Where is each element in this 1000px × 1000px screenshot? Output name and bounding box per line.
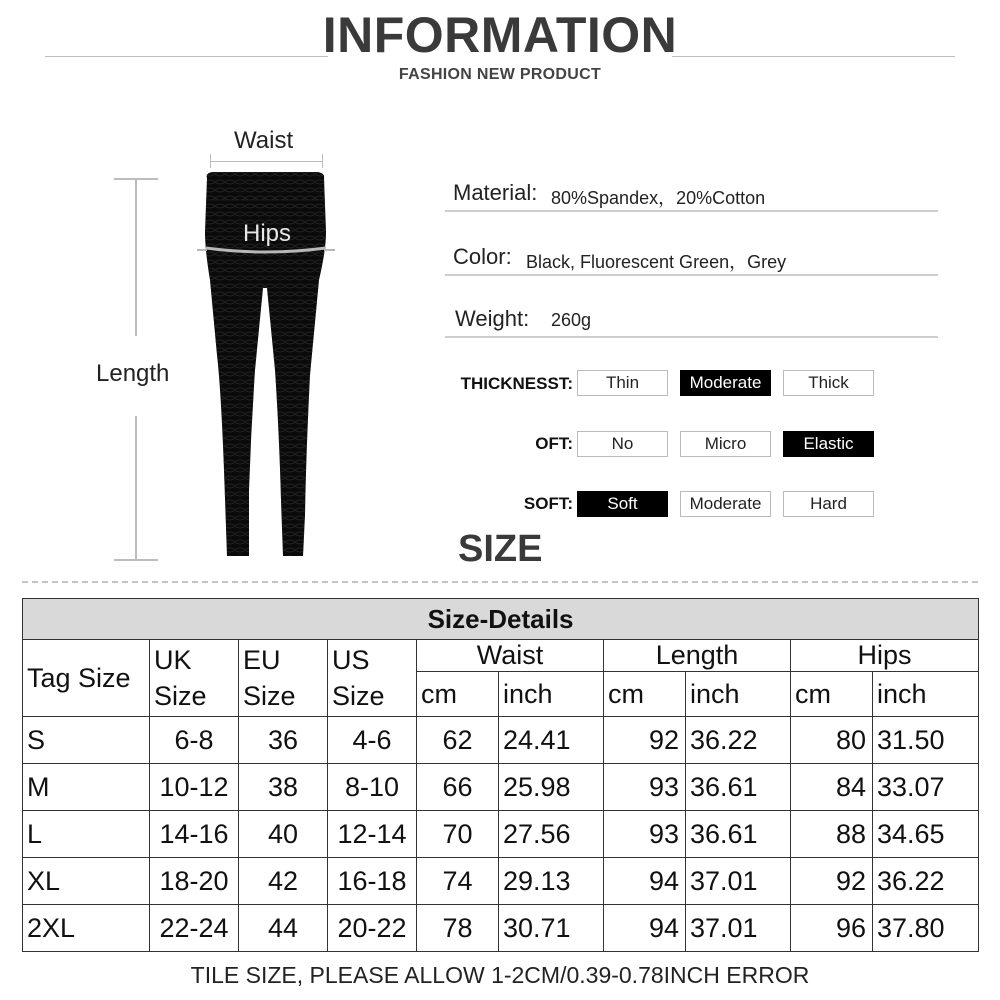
col-header-eu-size: EU Size (239, 640, 328, 717)
thickness-label: THICKNESST: (460, 374, 573, 393)
weight-key: Weight: (455, 306, 530, 331)
col-header-length: Length (604, 640, 791, 672)
unit-waist-inch: inch (499, 672, 604, 717)
cell-tag-size: S (23, 717, 150, 764)
cell-eu-size: 38 (239, 764, 328, 811)
cell-waist-cm: 74 (417, 858, 499, 905)
thickness-option-thin: Thin (577, 370, 668, 396)
cell-waist-cm: 70 (417, 811, 499, 858)
unit-hips-inch: inch (873, 672, 979, 717)
color-key: Color: (453, 244, 512, 269)
cell-eu-size: 40 (239, 811, 328, 858)
cell-waist-inch: 27.56 (499, 811, 604, 858)
size-error-note: TILE SIZE, PLEASE ALLOW 1-2CM/0.39-0.78INCH ERROR (190, 962, 810, 988)
col-header-uk-size: UK Size (150, 640, 239, 717)
cell-waist-inch: 29.13 (499, 858, 604, 905)
cell-waist-cm: 66 (417, 764, 499, 811)
page-title: INFORMATION (322, 7, 678, 63)
material-value: 80%Spandex，20%Cotton (551, 188, 766, 208)
length-measure-bottom-tick (114, 559, 158, 561)
hips-label: Hips (243, 220, 292, 247)
cell-waist-inch: 25.98 (499, 764, 604, 811)
cell-length-inch: 36.61 (686, 811, 791, 858)
length-measure-line-lower (135, 416, 137, 559)
cell-hips-inch: 36.22 (873, 858, 979, 905)
col-header-hips: Hips (791, 640, 979, 672)
cell-uk-size: 14-16 (150, 811, 239, 858)
cell-hips-cm: 92 (791, 858, 873, 905)
cell-eu-size: 42 (239, 858, 328, 905)
waist-measure-line (211, 161, 322, 162)
table-row (23, 717, 979, 764)
cell-waist-cm: 62 (417, 717, 499, 764)
material-key: Material: (453, 180, 538, 205)
cell-us-size: 4-6 (328, 717, 417, 764)
cell-hips-cm: 96 (791, 905, 873, 952)
oft-label: OFT: (535, 434, 573, 453)
cell-waist-inch: 30.71 (499, 905, 604, 952)
cell-uk-size: 18-20 (150, 858, 239, 905)
cell-length-cm: 93 (604, 764, 686, 811)
cell-tag-size: L (23, 811, 150, 858)
thickness-option-moderate: Moderate (680, 370, 771, 396)
cell-tag-size: M (23, 764, 150, 811)
unit-hips-cm: cm (791, 672, 873, 717)
cell-length-cm: 94 (604, 858, 686, 905)
size-heading: SIZE (458, 528, 543, 570)
cell-length-inch: 37.01 (686, 905, 791, 952)
soft-option-soft: Soft (577, 491, 668, 517)
size-table (22, 598, 979, 952)
info-color-row (445, 244, 938, 276)
cell-tag-size: XL (23, 858, 150, 905)
unit-waist-cm: cm (417, 672, 499, 717)
waist-measure-tick-right (322, 154, 323, 168)
cell-length-cm: 94 (604, 905, 686, 952)
info-weight-row (445, 306, 938, 338)
oft-option-elastic: Elastic (783, 431, 874, 457)
cell-us-size: 20-22 (328, 905, 417, 952)
cell-uk-size: 22-24 (150, 905, 239, 952)
cell-waist-cm: 78 (417, 905, 499, 952)
unit-length-cm: cm (604, 672, 686, 717)
section-divider (22, 581, 978, 583)
col-header-waist: Waist (417, 640, 604, 672)
thickness-option-thick: Thick (783, 370, 874, 396)
col-header-tag-size: Tag Size (23, 640, 150, 717)
page-subtitle: FASHION NEW PRODUCT (398, 66, 602, 83)
cell-length-cm: 92 (604, 717, 686, 764)
cell-hips-inch: 37.80 (873, 905, 979, 952)
unit-length-inch: inch (686, 672, 791, 717)
cell-hips-cm: 88 (791, 811, 873, 858)
oft-option-no: No (577, 431, 668, 457)
cell-us-size: 8-10 (328, 764, 417, 811)
cell-eu-size: 36 (239, 717, 328, 764)
table-row (23, 764, 979, 811)
soft-label: SOFT: (523, 494, 573, 513)
cell-uk-size: 10-12 (150, 764, 239, 811)
waist-label: Waist (234, 127, 294, 154)
table-row (23, 858, 979, 905)
cell-length-inch: 36.61 (686, 764, 791, 811)
cell-us-size: 12-14 (328, 811, 417, 858)
length-label: Length (96, 360, 170, 387)
cell-hips-inch: 31.50 (873, 717, 979, 764)
cell-length-inch: 37.01 (686, 858, 791, 905)
cell-hips-inch: 33.07 (873, 764, 979, 811)
col-header-us-size: US Size (328, 640, 417, 717)
cell-us-size: 16-18 (328, 858, 417, 905)
cell-tag-size: 2XL (23, 905, 150, 952)
length-measure-line-upper (135, 180, 137, 336)
cell-waist-inch: 24.41 (499, 717, 604, 764)
cell-uk-size: 6-8 (150, 717, 239, 764)
info-material-row (445, 180, 938, 212)
cell-hips-cm: 84 (791, 764, 873, 811)
cell-length-cm: 93 (604, 811, 686, 858)
weight-value: 260g (551, 310, 592, 330)
color-value: Black, Fluorescent Green，Grey (526, 252, 787, 272)
size-table-caption: Size-Details (23, 599, 979, 640)
cell-length-inch: 36.22 (686, 717, 791, 764)
soft-option-hard: Hard (783, 491, 874, 517)
soft-option-moderate: Moderate (680, 491, 771, 517)
cell-hips-cm: 80 (791, 717, 873, 764)
cell-eu-size: 44 (239, 905, 328, 952)
table-row (23, 905, 979, 952)
waist-measure-tick-left (210, 154, 211, 168)
oft-option-micro: Micro (680, 431, 771, 457)
table-row (23, 811, 979, 858)
cell-hips-inch: 34.65 (873, 811, 979, 858)
